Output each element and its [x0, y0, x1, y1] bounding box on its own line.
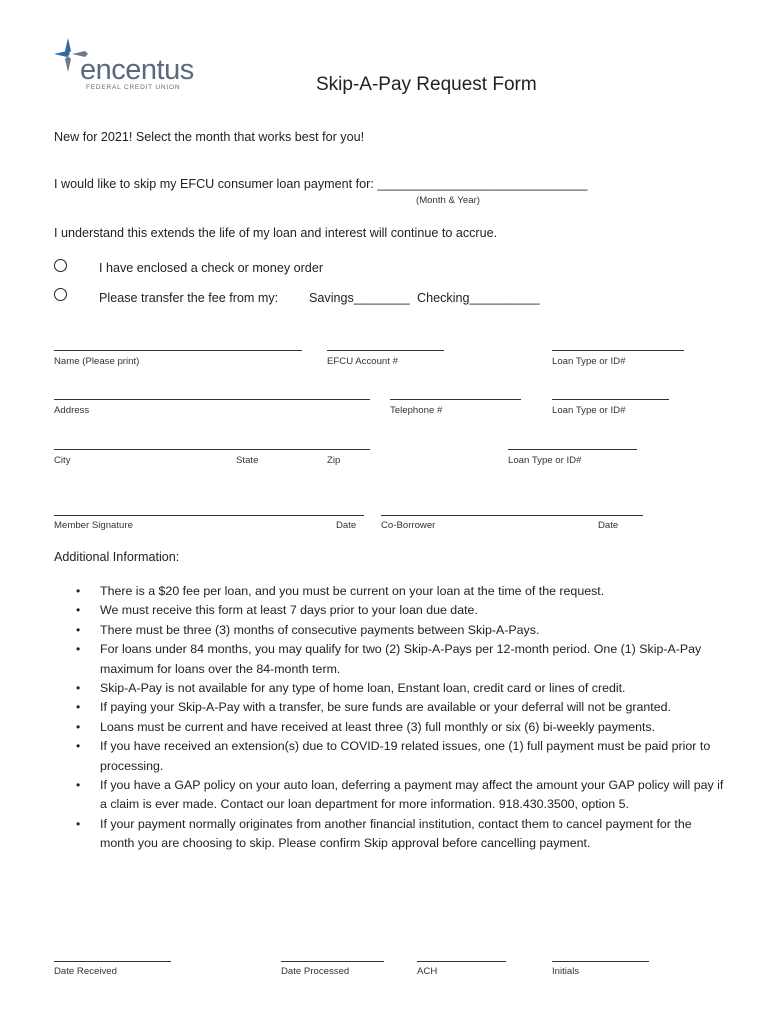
bullet-text: If paying your Skip-A-Pay with a transfer, be sure funds are available or your deferral will not be granted.	[100, 700, 671, 715]
state-caption: State	[236, 455, 259, 466]
skip-line	[54, 177, 588, 191]
info-bullet-item	[76, 640, 726, 679]
check-enclosed-radio[interactable]	[54, 259, 67, 272]
month-year-caption: (Month & Year)	[416, 195, 480, 206]
date-processed-line[interactable]	[281, 961, 384, 962]
coborrower-caption: Co-Borrower	[381, 520, 436, 531]
bullet-text: If your payment normally originates from another financial institution, contact them to cancel payment for the month you are choosing to skip. Please confirm Skip approval before cancelling payment.	[100, 816, 692, 851]
logo-subtitle: FEDERAL CREDIT UNION	[86, 84, 181, 91]
form-title: Skip-A-Pay Request Form	[316, 74, 537, 95]
coborrower-signature-line[interactable]	[381, 515, 643, 516]
address-caption: Address	[54, 405, 90, 416]
member-signature-line[interactable]	[54, 515, 364, 516]
info-bullet-item	[76, 737, 726, 776]
check-enclosed-label: I have enclosed a check or money order	[99, 261, 324, 275]
bullet-dot-icon: •	[76, 778, 81, 793]
loan1-caption: Loan Type or ID#	[552, 356, 626, 367]
transfer-fee-label: Please transfer the fee from my:	[99, 291, 279, 305]
date1-caption: Date	[336, 520, 357, 531]
name-input-line[interactable]	[54, 350, 302, 351]
bullet-text: Loans must be current and have received at least three (3) full monthly or six (6) bi-weekly payments.	[100, 719, 656, 734]
bullet-dot-icon: •	[76, 816, 81, 831]
bullet-text: If you have a GAP policy on your auto loan, deferring a payment may affect the amount your GAP policy will pay if a claim is ever made. Contact our loan department for more information. 918.430.3500, option 5.	[100, 778, 724, 812]
bullet-text: We must receive this form at least 7 days prior to your loan due date.	[100, 603, 478, 618]
loan3-caption: Loan Type or ID#	[508, 455, 582, 466]
address-input-line[interactable]	[54, 399, 370, 400]
initials-line[interactable]	[552, 961, 649, 962]
logo-wordmark: encentus	[80, 54, 194, 86]
info-bullet-item	[76, 698, 726, 717]
bullet-text: There must be three (3) months of consecutive payments between Skip-A-Pays.	[100, 622, 540, 637]
info-bullet-item	[76, 776, 726, 815]
city-caption: City	[54, 455, 71, 466]
account-caption: EFCU Account #	[327, 356, 398, 367]
info-bullet-item	[76, 815, 726, 854]
date-received-caption: Date Received	[54, 966, 117, 977]
intro-text: New for 2021! Select the month that works best for you!	[54, 130, 365, 144]
bullet-text: For loans under 84 months, you may qualify for two (2) Skip-A-Pays per 12-month period. One (1) Skip-A-Pay maximum for loans over the 84-month term.	[100, 642, 702, 676]
ach-caption: ACH	[417, 966, 438, 977]
bullet-dot-icon: •	[76, 584, 81, 598]
info-bullet-item	[76, 582, 726, 601]
telephone-caption: Telephone #	[390, 405, 443, 416]
bullet-dot-icon: •	[76, 739, 81, 754]
bullet-dot-icon: •	[76, 622, 81, 637]
member-signature-caption: Member Signature	[54, 520, 133, 531]
name-caption: Name (Please print)	[54, 356, 140, 367]
loan2-caption: Loan Type or ID#	[552, 405, 626, 416]
info-bullet-item	[76, 621, 726, 640]
city-state-zip-input-line[interactable]	[54, 449, 370, 450]
bullet-dot-icon: •	[76, 700, 81, 715]
ach-line[interactable]	[417, 961, 506, 962]
info-bullet-item	[76, 718, 726, 737]
bullet-text: If you have received an extension(s) due to COVID-19 related issues, one (1) full payment must be paid prior to processing.	[100, 739, 711, 773]
account-input-line[interactable]	[327, 350, 444, 351]
understand-text: I understand this extends the life of my loan and interest will continue to accrue.	[54, 226, 498, 240]
date-processed-caption: Date Processed	[281, 966, 350, 977]
loan2-input-line[interactable]	[552, 399, 669, 400]
info-bullet-item	[76, 679, 726, 698]
savings-field[interactable]: Savings________	[309, 291, 410, 305]
telephone-input-line[interactable]	[390, 399, 521, 400]
zip-caption: Zip	[327, 455, 341, 466]
month-year-blank[interactable]: ______________________________	[377, 177, 588, 191]
date2-caption: Date	[598, 520, 619, 531]
skip-line-label: I would like to skip my EFCU consumer loan payment for:	[54, 177, 378, 191]
loan1-input-line[interactable]	[552, 350, 684, 351]
bullet-text: Skip-A-Pay is not available for any type of home loan, Enstant loan, credit card or lines of credit.	[100, 681, 626, 696]
bullet-dot-icon: •	[76, 603, 81, 618]
bullet-dot-icon: •	[76, 681, 81, 696]
bullet-text: There is a $20 fee per loan, and you must be current on your loan at the time of the request.	[100, 584, 605, 598]
checking-field[interactable]: Checking__________	[417, 291, 540, 305]
date-received-line[interactable]	[54, 961, 171, 962]
loan3-input-line[interactable]	[508, 449, 637, 450]
additional-info-heading: Additional Information:	[54, 550, 180, 564]
bullet-dot-icon: •	[76, 642, 81, 657]
transfer-fee-radio[interactable]	[54, 288, 67, 301]
info-bullet-item	[76, 601, 726, 620]
additional-info-list	[76, 582, 726, 854]
bullet-dot-icon: •	[76, 719, 81, 734]
initials-caption: Initials	[552, 966, 580, 977]
